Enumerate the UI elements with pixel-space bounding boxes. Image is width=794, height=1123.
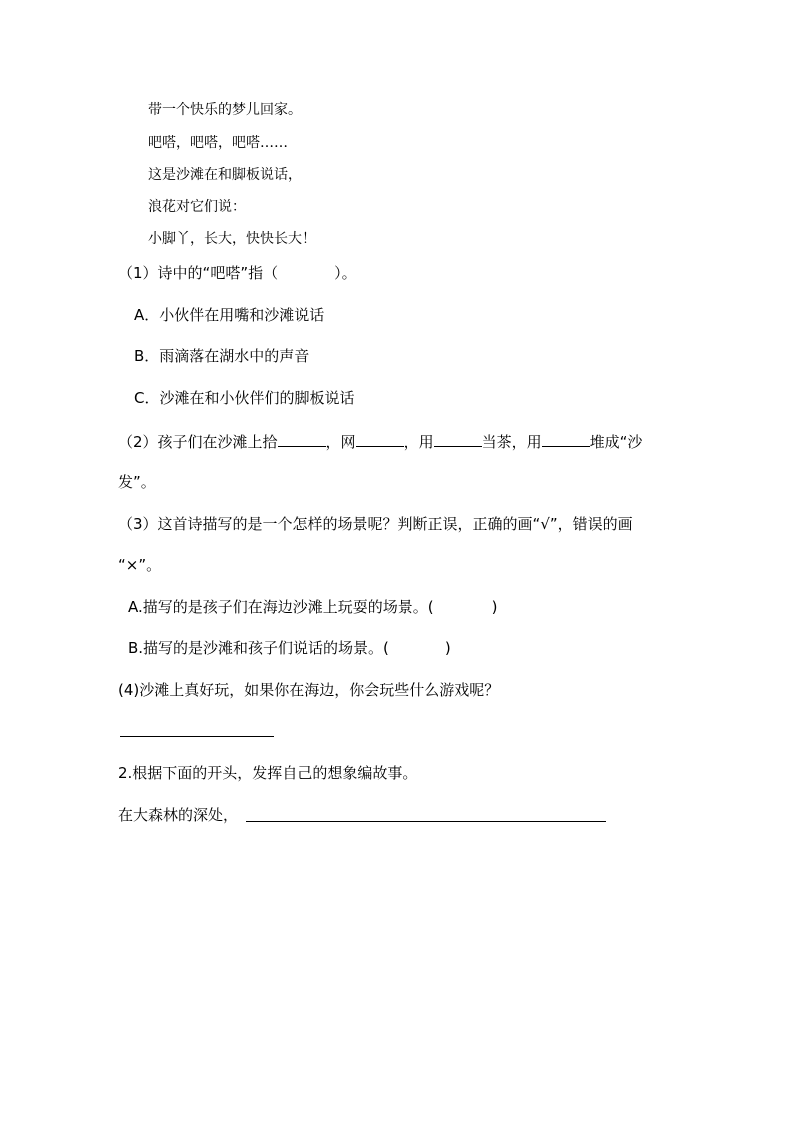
question-1-option-c: C．沙滩在和小伙伴们的脚板说话 — [134, 389, 355, 407]
poem-line-1: 带一个快乐的梦儿回家。 — [148, 102, 302, 118]
question-2-blank-2[interactable] — [356, 430, 404, 447]
question-1-option-a: A．小伙伴在用嘴和沙滩说话 — [134, 306, 325, 324]
question-2-blank-4[interactable] — [542, 430, 590, 447]
task-2-prompt-text: 在大森林的深处， — [118, 806, 239, 824]
question-3-item-a-close: ) — [491, 598, 498, 616]
question-2-part-1: （2）孩子们在沙滩上拾 — [118, 433, 278, 451]
task-2-prompt — [118, 805, 238, 825]
question-2-blank-1[interactable] — [278, 430, 326, 447]
question-1-option-b: B．雨滴落在湖水中的声音 — [134, 347, 310, 365]
question-3-item-b-text: B.描写的是沙滩和孩子们说话的场景。( — [128, 639, 389, 657]
question-3-item-a — [128, 597, 497, 617]
question-2-part-5: 堆成“沙 — [589, 433, 643, 451]
poem-line-5: 小脚丫，长大，快快长大！ — [148, 231, 316, 247]
question-3-stem-line-2: “×”。 — [118, 556, 162, 574]
question-1-stem — [118, 263, 357, 283]
question-1-stem-after: ）。 — [334, 264, 357, 282]
task-2-answer-line[interactable] — [246, 821, 606, 822]
question-4-answer-line[interactable] — [120, 736, 274, 737]
question-3-item-b — [128, 638, 451, 658]
poem-line-3: 这是沙滩在和脚板说话， — [148, 167, 302, 183]
question-2-blank-3[interactable] — [434, 430, 482, 447]
poem-line-2: 吧嗒，吧嗒，吧嗒…… — [148, 135, 288, 151]
question-3-item-b-close: ) — [444, 639, 451, 657]
poem-line-4: 浪花对它们说： — [148, 199, 246, 215]
question-3-stem-line-1: （3）这首诗描写的是一个怎样的场景呢？判断正误，正确的画“√”，错误的画 — [118, 515, 633, 533]
question-2-line-2: 发”。 — [118, 473, 156, 491]
question-1-stem-before: （1）诗中的“吧嗒”指（ — [118, 264, 279, 282]
question-2-part-3: ，用 — [403, 433, 434, 451]
question-3-item-a-text: A.描写的是孩子们在海边沙滩上玩耍的场景。( — [128, 598, 434, 616]
question-2-part-4: 当茶，用 — [481, 433, 542, 451]
question-2-part-2: ，网 — [325, 433, 356, 451]
task-2-title: 2.根据下面的开头，发挥自己的想象编故事。 — [118, 764, 418, 782]
question-4-stem: (4)沙滩上真好玩，如果你在海边，你会玩些什么游戏呢？ — [118, 681, 500, 699]
question-2-line-1 — [118, 430, 642, 452]
